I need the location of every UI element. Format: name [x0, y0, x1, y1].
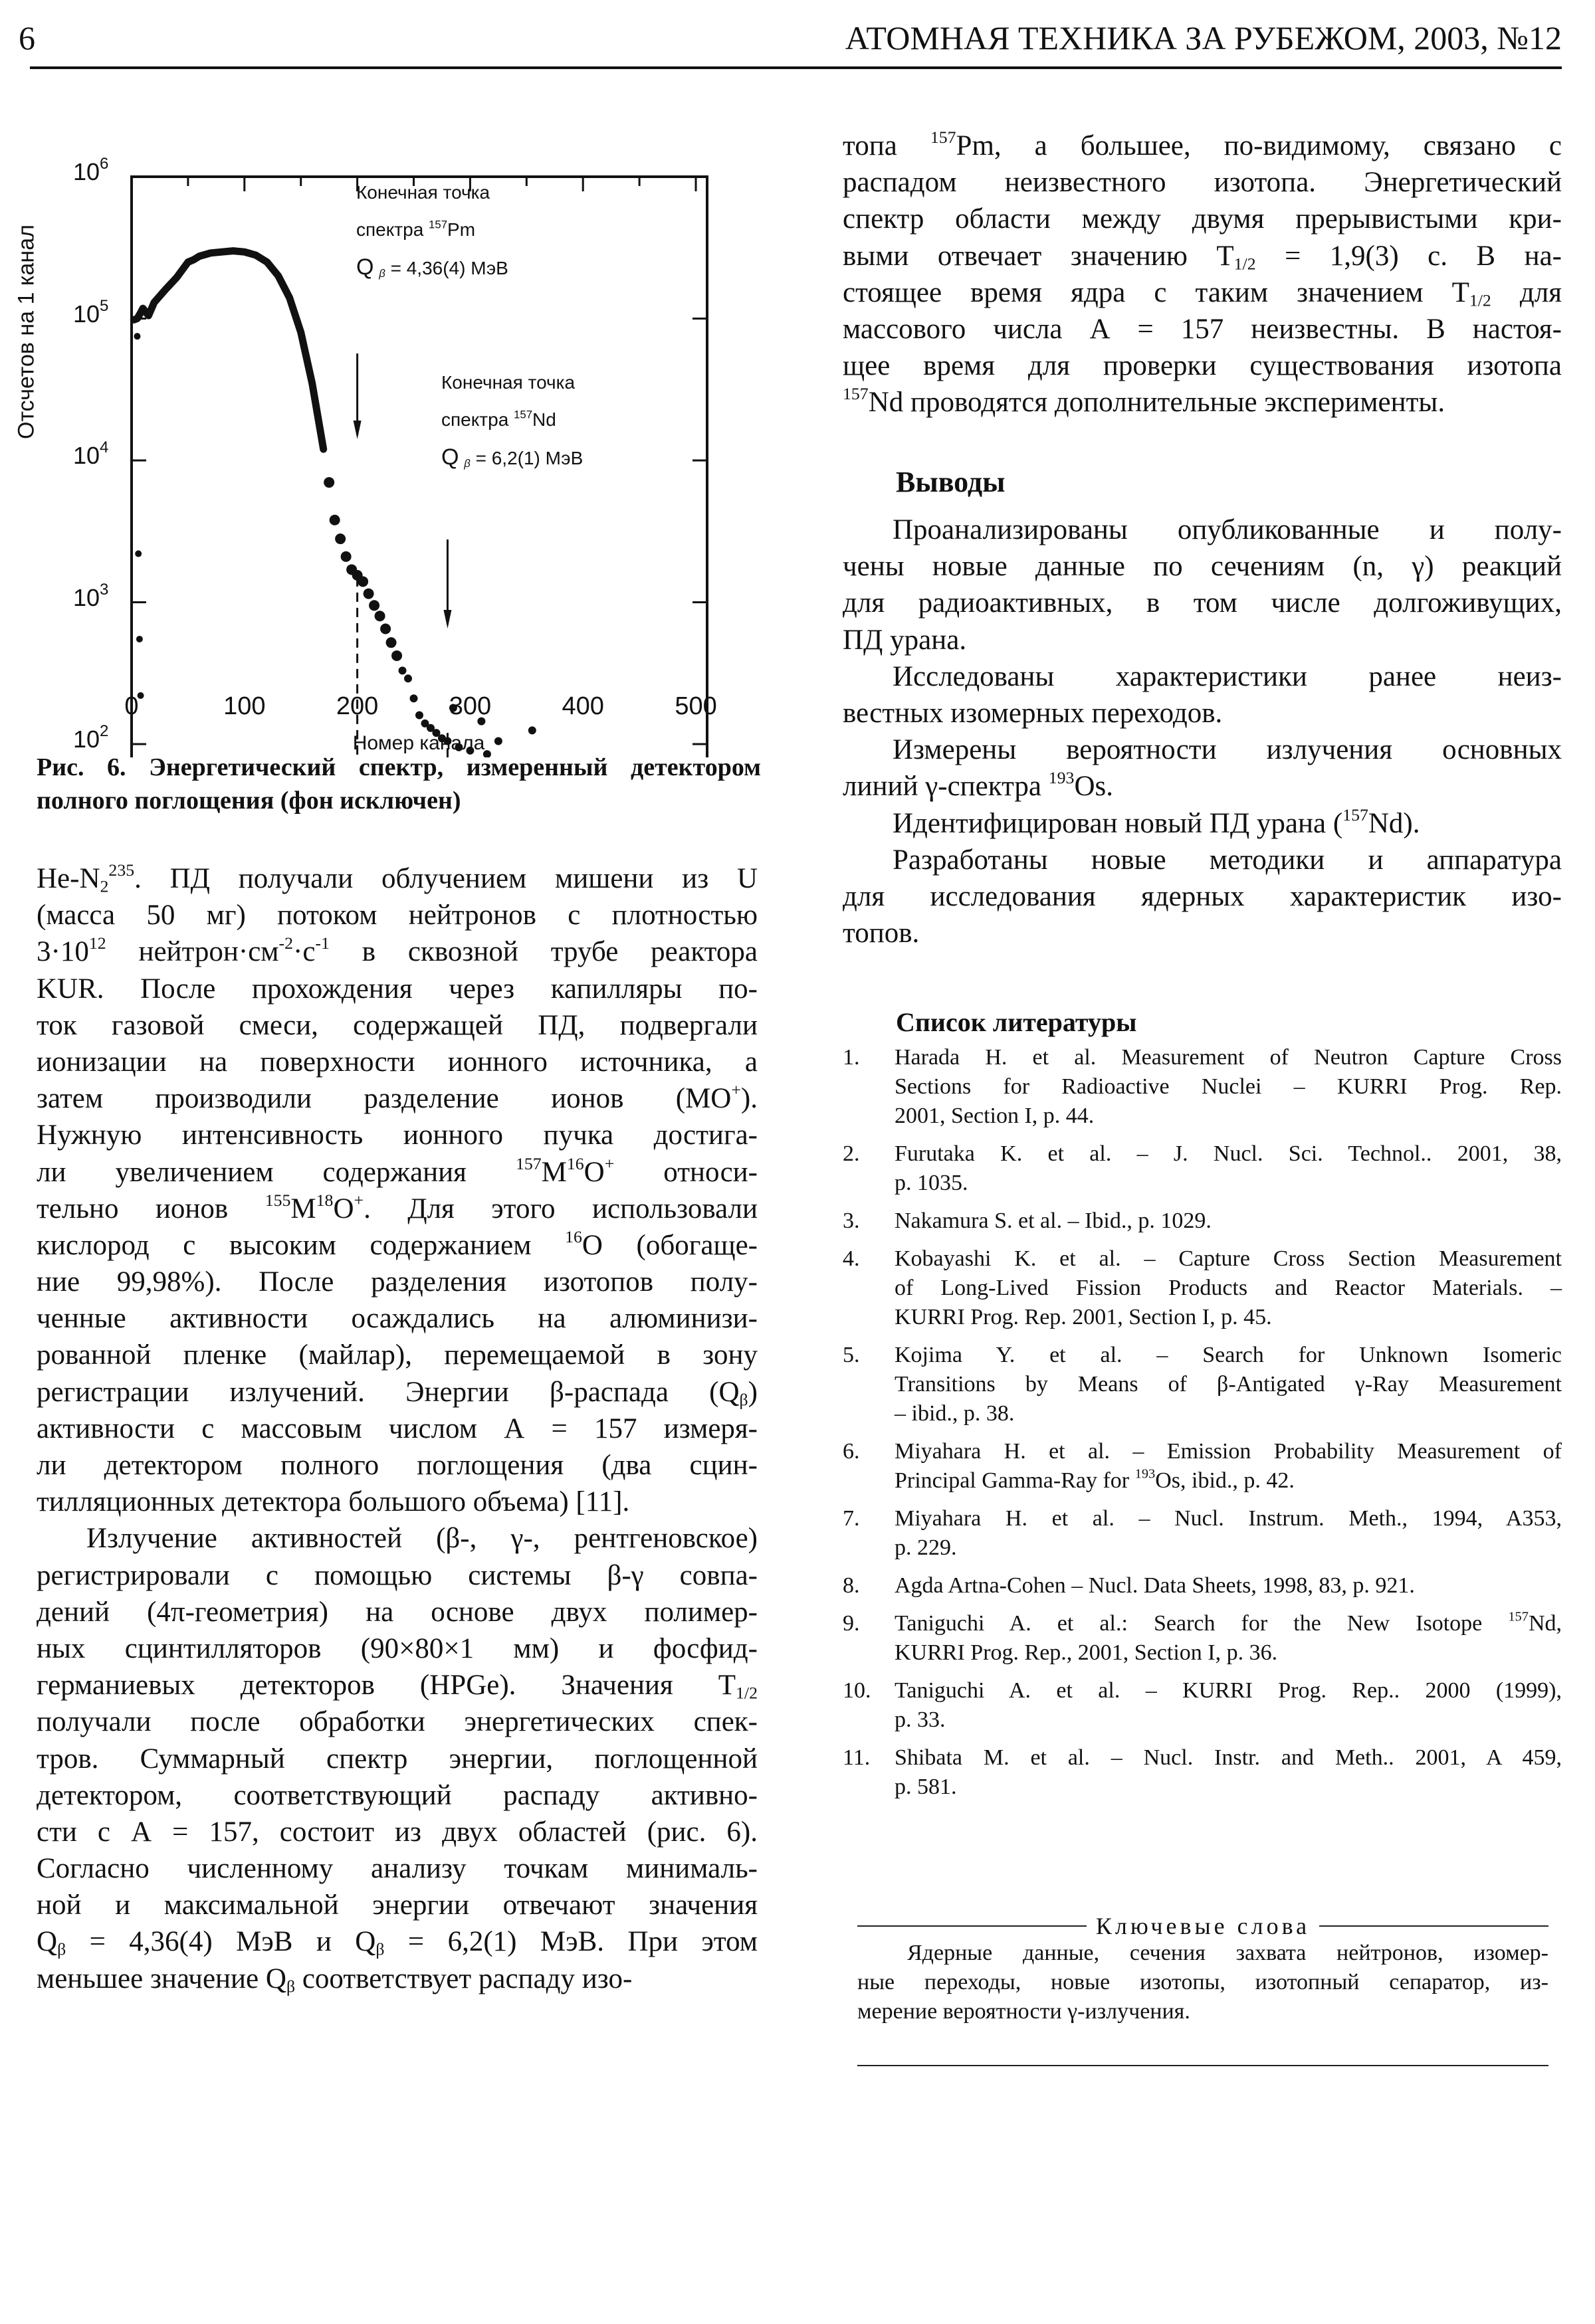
reference-number: 6. — [843, 1439, 860, 1464]
conclusions-heading: Выводы — [896, 466, 1006, 498]
keywords-line: Ядерные данные, сечения захвата нейтронов, изомер- — [907, 1941, 1548, 1965]
annotation-nd-line1: Конечная точка — [441, 372, 576, 393]
annotation-pm-line1: Конечная точка — [356, 182, 490, 203]
conclusions-list — [843, 512, 1562, 951]
paragraph-line: тров. Суммарный спектр энергии, поглощенной — [37, 1743, 758, 1775]
paragraph-line: Нужную интенсивность ионного пучка достига- — [37, 1119, 758, 1151]
reference-line: Transitions by Means of β-Antigated γ-Ray Measurement — [895, 1372, 1562, 1397]
reference-number: 4. — [843, 1246, 860, 1271]
paragraph-line: ных сцинтилляторов (90×80×1 мм) и фосфид- — [37, 1632, 758, 1664]
y-tick-label: $10^6$ — [73, 155, 109, 185]
annotation-nd — [441, 364, 583, 477]
paragraph-line: $3\cdot 10^{12}$ $нейтрон\cdot см^{-2}\cdot с^{-1}$ в сквозной трубе реактора — [37, 933, 758, 968]
x-tick-label: 500 — [675, 692, 717, 720]
paragraph-line: ченные активности осаждались на алюминизи- — [37, 1303, 758, 1335]
paragraph-line: (масса 50 мг) потоком нейтронов с плотностью — [37, 900, 758, 931]
references-heading: Список литературы — [896, 1007, 1137, 1037]
reference-line: Miyahara H. et al. – Emission Probability Measurement of — [895, 1439, 1562, 1464]
reference-item — [843, 1609, 1562, 1668]
paragraph-line: меньшее значение $Q_\beta$ соответствует распаду изо- — [37, 1963, 633, 1996]
reference-line: 2001, Section I, p. 44. — [895, 1104, 1095, 1128]
paragraph-line: активности с массовым числом А = 157 измеря- — [37, 1412, 758, 1444]
y-tick-label: $10^5$ — [73, 296, 109, 328]
x-tick-label: 400 — [562, 692, 604, 720]
paragraph-line: ионизации на поверхности ионного источника, а — [37, 1046, 758, 1078]
x-axis-label: Номер канала — [352, 732, 485, 754]
paragraph-line: распадом неизвестного изотопа. Энергетический — [843, 167, 1562, 199]
header-rule — [30, 66, 1562, 69]
reference-number: 9. — [843, 1611, 860, 1636]
reference-item — [843, 1743, 1562, 1802]
reference-number: 8. — [843, 1573, 860, 1598]
conclusion-line: для радиоактивных, в том числе долгоживущих, — [843, 587, 1562, 619]
annotation-nd-line2: спектра $^{157}$Nd — [441, 408, 556, 430]
paragraph-line: германиевых детекторов (HPGe). Значения $Т_{1/2}$ — [37, 1670, 758, 1703]
paragraph-line: рованной пленке (майлар), перемещаемой в зону — [37, 1339, 758, 1371]
paragraph-line: кислород с высоким содержанием $^{16}$О (обогаще- — [37, 1226, 758, 1261]
keywords-heading: Ключевые слова — [1095, 1913, 1311, 1939]
reference-item — [843, 1437, 1562, 1496]
paragraph-line: получали после обработки энергетических спек- — [37, 1706, 758, 1738]
annotation-pm-q: Q $_\beta$ = 4,36(4) МэВ — [356, 254, 508, 280]
reference-line: Sections for Radioactive Nuclei – KURRI Prog. Rep. — [895, 1074, 1562, 1099]
reference-line: p. 33. — [895, 1707, 946, 1732]
reference-line: Furutaka K. et al. – J. Nucl. Sci. Technol.. 2001, 38, — [895, 1141, 1562, 1166]
reference-number: 10. — [843, 1678, 871, 1703]
reference-line: Taniguchi A. et al. – KURRI Prog. Rep.. 2000 (1999), — [895, 1678, 1562, 1703]
keywords-header — [857, 1912, 1548, 1940]
conclusion-line: топов. — [843, 918, 920, 949]
y-tick-label: $10^2$ — [73, 722, 109, 753]
keywords-rule-right — [1319, 1925, 1548, 1927]
caption-line-2: полного поглощения (фон исключен) — [37, 787, 461, 815]
reference-line: KURRI Prog. Rep., 2001, Section I, p. 36. — [895, 1640, 1278, 1665]
reference-line: Agda Artna-Cohen – Nucl. Data Sheets, 1998, 83, p. 921. — [895, 1573, 1415, 1598]
conclusion-line: вестных изомерных переходов. — [843, 697, 1223, 729]
caption-line-1: Рис. 6. Энергетический спектр, измеренный детектором — [37, 753, 761, 781]
x-tick-label: 300 — [449, 692, 492, 720]
conclusion-line: Исследованы характеристики ранее неиз- — [893, 660, 1562, 692]
reference-item — [843, 1207, 1562, 1236]
paragraph-line: дений (4π-геометрия) на основе двух полимер- — [37, 1596, 758, 1628]
conclusion-line: Идентифицирован новый ПД урана ($^{157}$Nd). — [893, 805, 1420, 839]
x-tick-label: 100 — [223, 692, 266, 720]
conclusion-line: чены новые данные по сечениям (n, γ) реакций — [843, 551, 1562, 583]
reference-number: 11. — [843, 1745, 871, 1770]
reference-line: Miyahara H. et al. – Nucl. Instrum. Meth., 1994, A353, — [895, 1506, 1562, 1531]
reference-item — [843, 1043, 1562, 1131]
y-tick-label: $10^3$ — [73, 580, 109, 611]
reference-item — [843, 1244, 1562, 1332]
annotation-nd-q: Q $_\beta$ = 6,2(1) МэВ — [441, 444, 584, 470]
conclusion-line: для исследования ядерных характеристик изо- — [843, 880, 1562, 912]
reference-line: p. 1035. — [895, 1171, 968, 1195]
keywords-line: ные переходы, новые изотопы, изотопный сепаратор, из- — [857, 1970, 1548, 1994]
reference-line: Kobayashi K. et al. – Capture Cross Section Measurement — [895, 1246, 1562, 1271]
x-tick-label: 0 — [124, 692, 139, 720]
paragraph-line: щее время для проверки существования изотопа — [843, 350, 1562, 382]
paragraph-line: регистрации излучений. Энергии β-распада $(Q_\beta)$ — [37, 1376, 758, 1410]
reference-line: Principal Gamma-Ray for $^{193}$Os, ibid., p. 42. — [895, 1466, 1295, 1493]
conclusion-line: Измерены вероятности излучения основных — [893, 734, 1562, 766]
paragraph-line: стоящее время ядра с таким значением $Т_{1/2}$ для — [843, 276, 1562, 310]
x-tick-label: 200 — [336, 692, 379, 720]
paragraph-line: Согласно численному анализу точкам минималь- — [37, 1853, 758, 1885]
reference-line: Taniguchi A. et al.: Search for the New Isotope $^{157}$Nd, — [895, 1609, 1562, 1636]
conclusion-line: Проанализированы опубликованные и полу- — [893, 514, 1562, 545]
left-column-text — [37, 860, 758, 1997]
paragraph-line: Излучение активностей (β-, γ-, рентгеновское) — [86, 1523, 758, 1555]
paragraph-line: $^{157}$Nd проводятся дополнительные эксперименты. — [843, 384, 1445, 419]
paragraph-line: ной и максимальной энергии отвечают значения — [37, 1889, 758, 1921]
reference-number: 7. — [843, 1506, 860, 1531]
paragraph-line: $He-N_2^{235}$. ПД получали облучением мишени из U — [37, 860, 758, 896]
reference-number: 1. — [843, 1045, 860, 1070]
reference-item — [843, 1341, 1562, 1428]
keywords-line: мерение вероятности γ-излучения. — [857, 1999, 1190, 2024]
reference-line: KURRI Prog. Rep. 2001, Section I, p. 45. — [895, 1305, 1272, 1329]
keywords-bottom-rule — [857, 2065, 1548, 2066]
reference-item — [843, 1676, 1562, 1735]
paragraph-line: спектр области между двумя прерывистыми кри- — [843, 203, 1562, 235]
paragraph-line: топа $^{157}$Pm, а большее, по-видимому, связано с — [843, 127, 1562, 161]
reference-item — [843, 1139, 1562, 1198]
keywords-rule-left — [857, 1925, 1087, 1927]
reference-line: p. 229. — [895, 1535, 957, 1560]
paragraph-line: $Q_\beta = 4,36(4)$ МэВ и $Q_\beta = 6,2(1)$ МэВ. При этом — [37, 1926, 758, 1959]
conclusion-line: линий γ-спектра $^{193}$Os. — [843, 768, 1113, 803]
reference-number: 3. — [843, 1209, 860, 1233]
page-number: 6 — [19, 19, 35, 56]
reference-item — [843, 1571, 1562, 1600]
reference-line: Harada H. et al. Measurement of Neutron Capture Cross — [895, 1045, 1562, 1070]
paragraph-line: детектором, соответствующий распаду активно- — [37, 1779, 758, 1811]
annotation-pm — [356, 174, 508, 287]
paragraph-line: ли увеличением содержания $^{157}М^{16}О^+$ относи- — [37, 1153, 758, 1188]
reference-number: 2. — [843, 1141, 860, 1166]
y-tick-label: $10^4$ — [73, 438, 109, 470]
figure-6-chart — [0, 120, 798, 757]
reference-line: p. 581. — [895, 1775, 957, 1799]
paragraph-line: тельно ионов $^{155}М^{18}О^+$. Для этого использовали — [37, 1190, 758, 1224]
paragraph-line: выми отвечает значению $Т_{1/2} = 1,9(3)$ с. В на- — [843, 240, 1562, 273]
paragraph-line: KUR. После прохождения через капилляры по- — [37, 973, 758, 1005]
conclusion-line: ПД урана. — [843, 624, 967, 656]
reference-line: – ibid., p. 38. — [895, 1401, 1015, 1426]
paragraph-line: ток газовой смеси, содержащей ПД, подвергали — [37, 1009, 758, 1041]
paragraph-line: массового числа А = 157 неизвестны. В настоя- — [843, 313, 1562, 345]
reference-line: Kojima Y. et al. – Search for Unknown Isomeric — [895, 1343, 1562, 1367]
figure-caption — [37, 751, 761, 817]
keywords-text — [857, 1939, 1548, 2026]
paragraph-line: регистрировали с помощью системы β-γ совпа- — [37, 1559, 758, 1591]
reference-number: 5. — [843, 1343, 860, 1367]
paragraph-line: тилляционных детектора большого объема) [11]. — [37, 1486, 630, 1518]
reference-item — [843, 1504, 1562, 1563]
reference-line: Shibata M. et al. – Nucl. Instr. and Meth.. 2001, A 459, — [895, 1745, 1562, 1770]
paragraph-line: затем производили разделение ионов (МО+). — [37, 1080, 758, 1115]
paragraph-line: ли детектором полного поглощения (два сцин- — [37, 1450, 758, 1481]
reference-line: of Long-Lived Fission Products and Reactor Materials. – — [895, 1276, 1562, 1300]
paragraph-line: ние 99,98%). После разделения изотопов полу- — [37, 1266, 758, 1298]
references-list — [843, 1043, 1562, 1810]
right-column-text — [843, 128, 1562, 421]
journal-title: АТОМНАЯ ТЕХНИКА ЗА РУБЕЖОМ, 2003, №12 — [845, 19, 1562, 56]
reference-line: Nakamura S. et al. – Ibid., p. 1029. — [895, 1209, 1212, 1233]
y-axis-label: Отсчетов на 1 канал — [13, 225, 39, 439]
conclusion-line: Разработаны новые методики и аппаратура — [893, 844, 1562, 876]
paragraph-line: сти с А = 157, состоит из двух областей (рис. 6). — [37, 1816, 758, 1848]
annotation-pm-line2: спектра $^{157}$Pm — [356, 218, 476, 240]
